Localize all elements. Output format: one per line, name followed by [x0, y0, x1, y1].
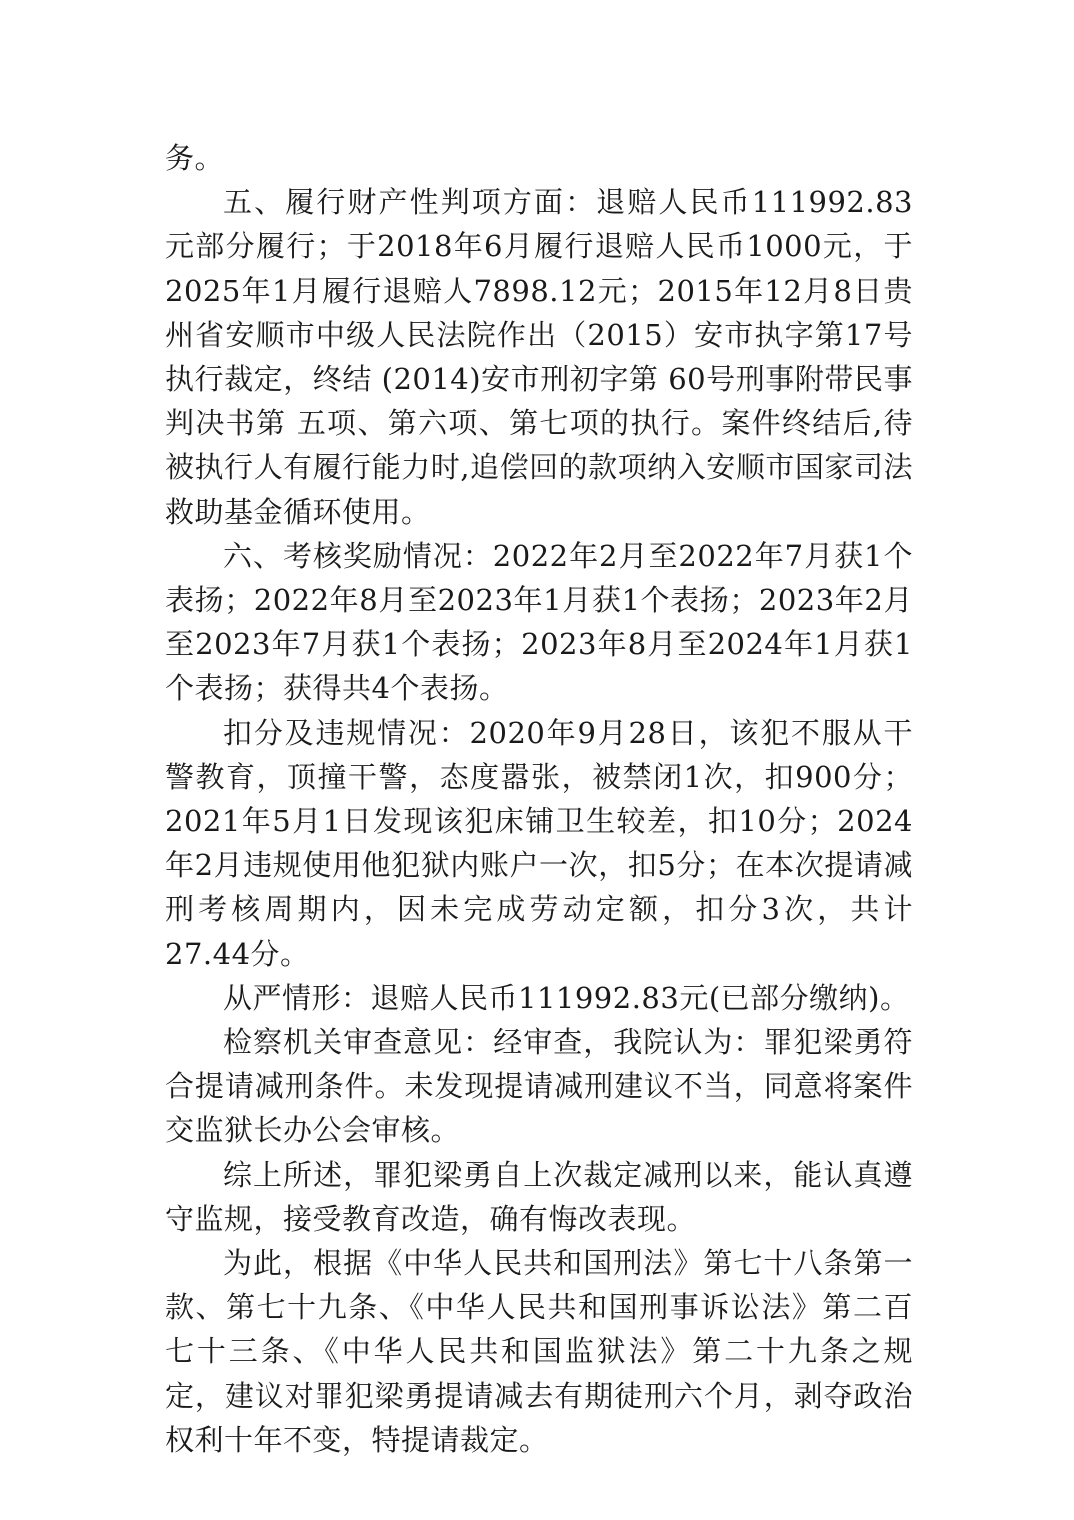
document-body	[165, 136, 913, 1462]
paragraph-deductions-violations: 扣分及违规情况：2020年9月28日，该犯不服从干警教育，顶撞干警，态度嚣张，被禁闭1次，扣900分；2021年5月1日发现该犯床铺卫生较差，扣10分；2024年2月违规使用他犯狱内账户一次，扣5分；在本次提请减刑考核周期内，因未完成劳动定额，扣分3次，共计27.44分。	[165, 715, 913, 971]
paragraph-strict-circumstances: 从严情形：退赔人民币111992.83元(已部分缴纳)。	[223, 980, 910, 1015]
paragraph-continuation: 务。	[165, 141, 225, 175]
paragraph-procuratorate-opinion: 检察机关审查意见：经审查，我院认为：罪犯梁勇符合提请减刑条件。未发现提请减刑建议不当，同意将案件交监狱长办公会审核。	[165, 1025, 913, 1148]
paragraph-rewards: 六、考核奖励情况：2022年2月至2022年7月获1个表扬；2022年8月至2023年1月获1个表扬；2023年2月至2023年7月获1个表扬；2023年8月至2024年1月获1个表扬；获得共4个表扬。	[165, 538, 913, 706]
paragraph-recommendation: 为此，根据《中华人民共和国刑法》第七十八条第一款、第七十九条、《中华人民共和国刑事诉讼法》第二百七十三条、《中华人民共和国监狱法》第二十九条之规定，建议对罪犯梁勇提请减去有期徒刑六个月，剥夺政治权利十年不变，特提请裁定。	[165, 1246, 913, 1457]
paragraph-property-judgment: 五、履行财产性判项方面：退赔人民币111992.83元部分履行；于2018年6月履行退赔人民币1000元，于2025年1月履行退赔人7898.12元；2015年12月8日贵州省安顺市中级人民法院作出（2015）安市执字第17号执行裁定，终结 (2014)安市刑初字第 60号刑事附带民事判决书第 五项、第六项、第七项的执行。案件终结后,待被执行人有履行能力时,追偿回的款项纳入安顺市国家司法救助基金循环使用。	[165, 185, 913, 529]
paragraph-summary: 综上所述，罪犯梁勇自上次裁定减刑以来，能认真遵守监规，接受教育改造，确有悔改表现。	[165, 1157, 913, 1236]
